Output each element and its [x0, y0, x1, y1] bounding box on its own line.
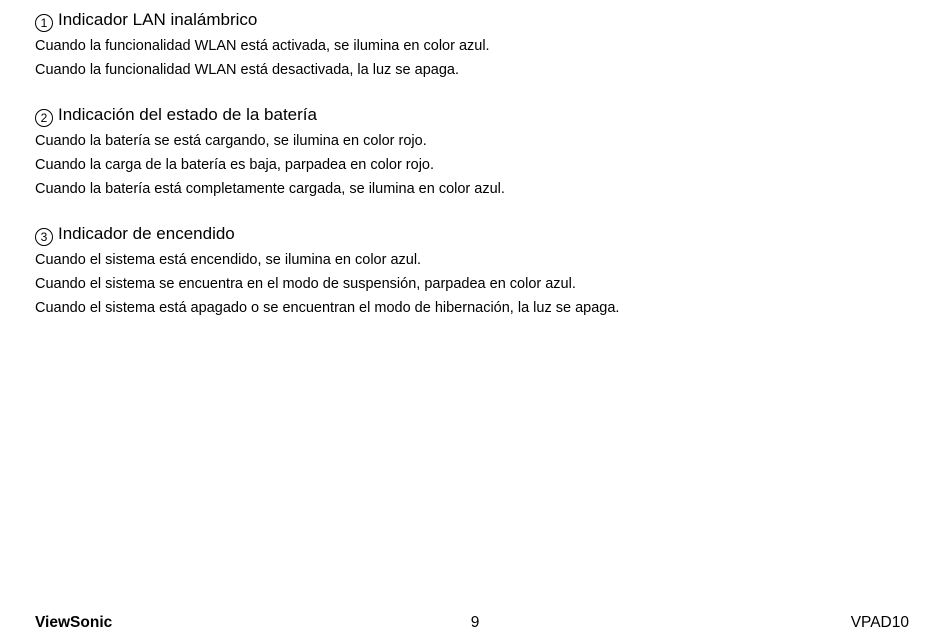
description-line: Cuando la funcionalidad WLAN está activada, se ilumina en color azul.: [35, 38, 490, 54]
section-title: [35, 224, 935, 246]
section-title-text: Indicador de encendido: [58, 224, 235, 243]
footer-model: VPAD10: [850, 614, 909, 631]
description-line: Cuando el sistema está encendido, se ilumina en color azul.: [35, 252, 422, 268]
footer-brand: ViewSonic: [35, 614, 113, 631]
description-line: Cuando la funcionalidad WLAN está desactivada, la luz se apaga.: [35, 62, 459, 78]
circled-number-icon: 3: [35, 228, 53, 246]
section-title: [35, 105, 935, 127]
circled-number-icon: 1: [35, 14, 53, 32]
section-power-indicator: [35, 224, 935, 320]
footer-page-number: 9: [470, 614, 480, 631]
description-line: Cuando el sistema está apagado o se encuentran el modo de hibernación, la luz se apaga.: [35, 300, 620, 316]
description-line: Cuando la carga de la batería es baja, parpadea en color rojo.: [35, 157, 435, 173]
section-battery-status-indicator: [35, 105, 935, 201]
description-line: Cuando la batería está completamente cargada, se ilumina en color azul.: [35, 181, 505, 197]
section-title: [35, 10, 935, 32]
document-body: [35, 10, 935, 320]
description-line: Cuando la batería se está cargando, se ilumina en color rojo.: [35, 133, 427, 149]
section-title-text: Indicación del estado de la batería: [58, 105, 317, 124]
section-title-text: Indicador LAN inalámbrico: [58, 10, 258, 29]
circled-number-icon: 2: [35, 109, 53, 127]
section-wireless-lan-indicator: [35, 10, 935, 82]
description-line: Cuando el sistema se encuentra en el modo de suspensión, parpadea en color azul.: [35, 276, 576, 292]
page-footer: [0, 613, 950, 633]
